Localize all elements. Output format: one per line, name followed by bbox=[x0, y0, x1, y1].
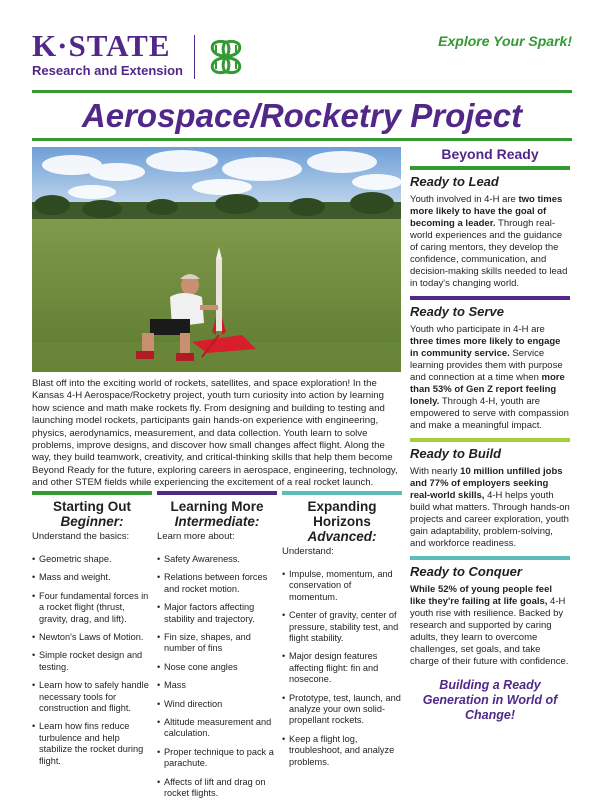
section-body-emphasis: 10 million unfilled jobs and 77% of employers seeking real-world skills, bbox=[410, 466, 563, 501]
list-item: • Mass and weight. bbox=[32, 572, 152, 583]
list-item: • Major design features affecting flight: fin and nosecone. bbox=[282, 651, 402, 685]
sidebar-heading: Beyond Ready bbox=[441, 146, 539, 162]
section-body-text: 4-H helps youth build what matters. Through hands-on projects and career exploration, youth gain adaptability, problem-solving, and workforce readiness. bbox=[410, 490, 570, 549]
section-body-text: Through 4-H, youth are empowered to serve with compassion and make a meaningful impact. bbox=[410, 396, 569, 431]
section-body bbox=[410, 466, 570, 550]
beyond-ready-sidebar bbox=[410, 145, 570, 723]
column-heading: Starting Out bbox=[53, 499, 131, 514]
list-item: • Proper technique to pack a parachute. bbox=[157, 747, 277, 770]
list-item: • Simple rocket design and testing. bbox=[32, 650, 152, 673]
list-item: • Relations between forces and rocket motion. bbox=[157, 572, 277, 595]
list-item: • Mass bbox=[157, 680, 277, 691]
section-body-emphasis: three times more likely to engage in community service. bbox=[410, 336, 561, 359]
list-item: • Learn how to safely handle necessary tools for construction and flight. bbox=[32, 680, 152, 714]
section-color-bar bbox=[410, 166, 570, 170]
column-list bbox=[32, 554, 152, 767]
section-title: Ready to Conquer bbox=[410, 564, 522, 579]
list-item: • Center of gravity, center of pressure, stability test, and flight stability. bbox=[282, 610, 402, 644]
section-title: Ready to Lead bbox=[410, 174, 499, 189]
list-item: • Newton's Laws of Motion. bbox=[32, 632, 152, 643]
list-item: • Safety Awareness. bbox=[157, 554, 277, 565]
section-body-emphasis: more than 53% of Gen Z report feeling lonely. bbox=[410, 372, 565, 407]
section-color-bar bbox=[410, 556, 570, 560]
list-item: • Impulse, momentum, and conservation of momentum. bbox=[282, 569, 402, 603]
section-body-text: Service learning provides them with purpose and connection at a time when bbox=[410, 348, 563, 383]
sidebar-sections bbox=[410, 166, 570, 668]
list-item: • Wind direction bbox=[157, 699, 277, 710]
logo-divider bbox=[194, 35, 195, 79]
list-item: • Major factors affecting stability and trajectory. bbox=[157, 602, 277, 625]
section-title: Ready to Serve bbox=[410, 304, 504, 319]
column-level: Beginner: bbox=[60, 514, 124, 529]
rocket-launch-photo bbox=[32, 147, 401, 372]
section-body-text: 4-H youth rise with resilience. Backed by research and supported by caring adults, they learn to overcome challenges, set goals, and take charge of their future with confidence. bbox=[410, 596, 569, 667]
list-item: • Four fundamental forces in a rocket flight (thrust, gravity, drag, and lift). bbox=[32, 591, 152, 625]
list-item: • Geometric shape. bbox=[32, 554, 152, 565]
column-level: Intermediate: bbox=[174, 514, 260, 529]
list-item: • Keep a flight log, troubleshoot, and analyze problems. bbox=[282, 734, 402, 768]
header-rule-bottom bbox=[32, 138, 572, 141]
column-subheading: Learn more about: bbox=[157, 531, 235, 542]
intro-paragraph: Blast off into the exciting world of rockets, satellites, and space exploration! In the Kansas 4-H Aerospace/Rocketry project, youth turn curiosity into action by learning how science and math make rockets fly. From designing and building to testing and launching model rockets, participants gain hands-on experience with engineering, physics, aerodynamics, measurement, and data collection. Youth learn to solve problems, improve designs, and discover how small changes affect flight. Along the way, they build teamwork, creativity, and critical-thinking skills that help them become Beyond Ready for the future, exploring careers in aerospace, engineering, technology, and other STEM fields while experiencing the excitement of a real rocket launch. bbox=[32, 378, 398, 489]
list-item: • Altitude measurement and calculation. bbox=[157, 717, 277, 740]
logo-subtitle: Research and Extension bbox=[32, 63, 183, 78]
column-level: Advanced: bbox=[307, 529, 377, 544]
column-color-bar bbox=[157, 491, 277, 495]
tagline: Explore Your Spark! bbox=[438, 33, 572, 49]
page-title: Aerospace/Rocketry Project bbox=[81, 97, 523, 134]
column-intermediate bbox=[157, 491, 277, 807]
section-body-text: Youth involved in 4-H are bbox=[410, 194, 519, 205]
section-body-text: Through real-world experiences and the guidance of caring mentors, they develop the confidence, communication, and decision-making skills needed to lead in today's changing world. bbox=[410, 218, 568, 289]
column-list bbox=[157, 554, 277, 800]
section-body bbox=[410, 584, 570, 668]
section-body-emphasis: While 52% of young people feel like they're failing at life goals, bbox=[410, 584, 552, 607]
section-body-emphasis: two times more likely to have the goal of becoming a leader. bbox=[410, 194, 563, 229]
section-body-text: Youth who participate in 4-H are bbox=[410, 324, 545, 335]
list-item: • Nose cone angles bbox=[157, 662, 277, 673]
column-color-bar bbox=[32, 491, 152, 495]
column-heading: Learning More bbox=[170, 499, 264, 514]
section-body bbox=[410, 324, 570, 432]
section-color-bar bbox=[410, 296, 570, 300]
column-subheading: Understand the basics: bbox=[32, 531, 130, 542]
list-item: • Prototype, test, launch, and analyze your own solid-propellant rockets. bbox=[282, 693, 402, 727]
column-subheading: Understand: bbox=[282, 546, 334, 557]
list-item: • Affects of lift and drag on rocket flights. bbox=[157, 777, 277, 800]
column-advanced bbox=[282, 491, 402, 775]
header-rule-top bbox=[32, 90, 572, 93]
column-list bbox=[282, 569, 402, 768]
column-heading: Expanding Horizons bbox=[307, 499, 377, 529]
column-beginner bbox=[32, 491, 152, 774]
section-color-bar bbox=[410, 438, 570, 442]
logo-wordmark: K·STATE bbox=[32, 28, 171, 63]
section-title: Ready to Build bbox=[410, 446, 502, 461]
kstate-logo bbox=[32, 30, 192, 82]
column-color-bar bbox=[282, 491, 402, 495]
section-body bbox=[410, 194, 570, 290]
closing-slogan: Building a Ready Generation in World of Change! bbox=[422, 678, 558, 722]
list-item: • Fin size, shapes, and number of fins bbox=[157, 632, 277, 655]
list-item: • Learn how fins reduce turbulence and help stabilize the rocket during flight. bbox=[32, 721, 152, 767]
4h-clover-icon bbox=[202, 34, 250, 80]
section-body-text: With nearly bbox=[410, 466, 461, 477]
